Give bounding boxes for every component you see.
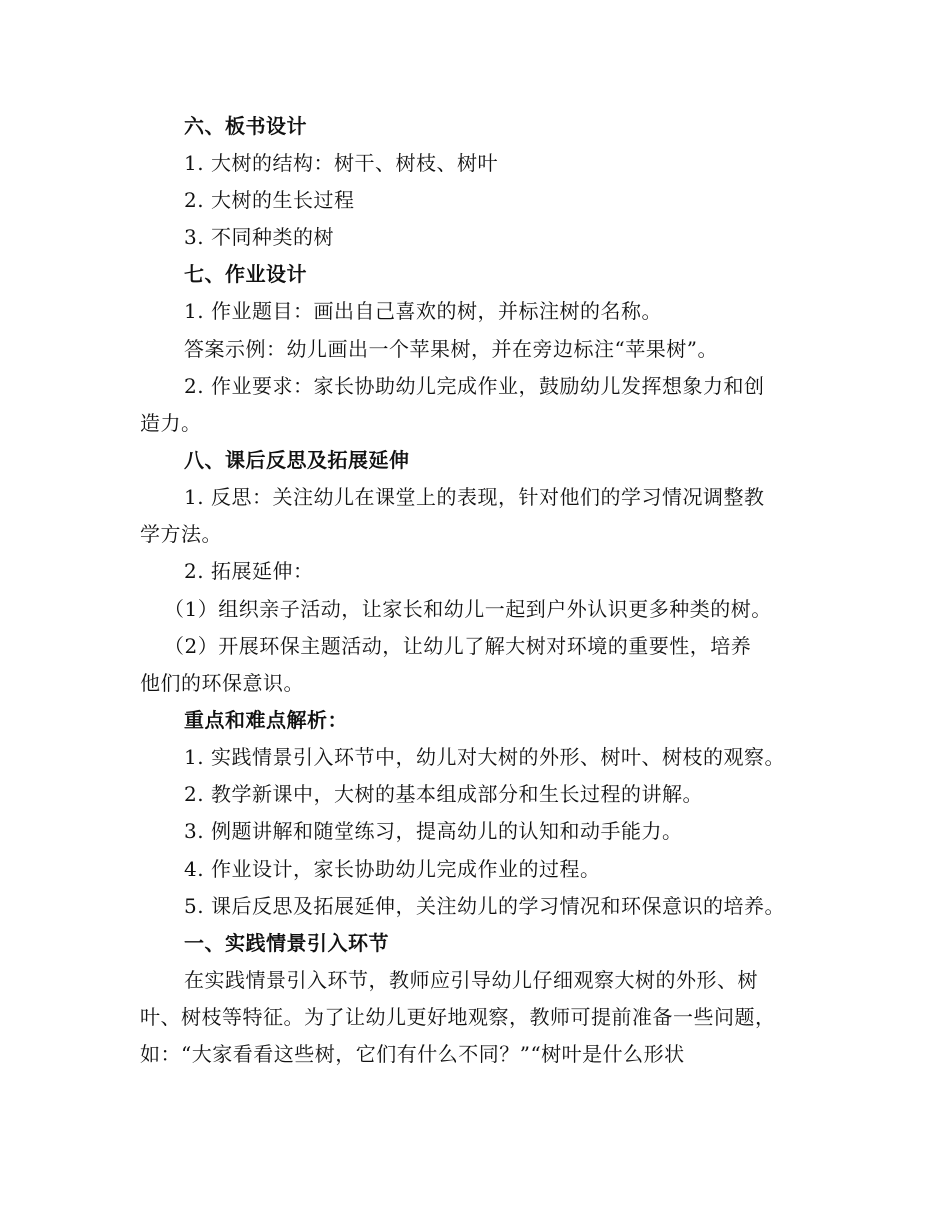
list-item: 3. 例题讲解和随堂练习，提高幼儿的认知和动手能力。 xyxy=(184,819,683,843)
section-heading-board-design: 六、板书设计 xyxy=(184,114,307,138)
list-item: 1. 大树的结构：树干、树枝、树叶 xyxy=(184,151,498,175)
section-heading-homework: 七、作业设计 xyxy=(184,262,307,286)
section-heading-key-points: 重点和难点解析： xyxy=(184,708,348,732)
list-item: 4. 作业设计，家长协助幼儿完成作业的过程。 xyxy=(184,857,601,881)
homework-item: 2. 作业要求：家长协助幼儿完成作业，鼓励幼儿发挥想象力和创 xyxy=(184,374,765,398)
list-item: 5. 课后反思及拓展延伸，关注幼儿的学习情况和环保意识的培养。 xyxy=(184,894,785,918)
section-heading-practice-intro: 一、实践情景引入环节 xyxy=(184,931,389,955)
paragraph-line: 叶、树枝等特征。为了让幼儿更好地观察，教师可提前准备一些问题， xyxy=(140,1005,776,1029)
extension-subitem: （2）开展环保主题活动，让幼儿了解大树对环境的重要性，培养 xyxy=(164,634,752,658)
extension-subitem-continued: 他们的环保意识。 xyxy=(140,671,304,695)
list-item: 2. 大树的生长过程 xyxy=(184,188,355,212)
reflection-item-continued: 学方法。 xyxy=(140,522,222,546)
extension-subitem: （1）组织亲子活动，让家长和幼儿一起到户外认识更多种类的树。 xyxy=(164,597,772,621)
homework-item-continued: 造力。 xyxy=(140,411,202,435)
paragraph-line: 如：“大家看看这些树，它们有什么不同？”“树叶是什么形状 xyxy=(140,1042,685,1066)
answer-example: 答案示例：幼儿画出一个苹果树，并在旁边标注“苹果树”。 xyxy=(184,337,718,361)
homework-item: 1. 作业题目：画出自己喜欢的树，并标注树的名称。 xyxy=(184,299,662,323)
list-item: 1. 实践情景引入环节中，幼儿对大树的外形、树叶、树枝的观察。 xyxy=(184,745,785,769)
paragraph-line: 在实践情景引入环节，教师应引导幼儿仔细观察大树的外形、树 xyxy=(184,968,758,992)
section-heading-reflection: 八、课后反思及拓展延伸 xyxy=(184,448,410,472)
reflection-item: 1. 反思：关注幼儿在课堂上的表现，针对他们的学习情况调整教 xyxy=(184,485,765,509)
extension-item: 2. 拓展延伸： xyxy=(184,559,314,583)
list-item: 3. 不同种类的树 xyxy=(184,225,334,249)
list-item: 2. 教学新课中，大树的基本组成部分和生长过程的讲解。 xyxy=(184,782,703,806)
